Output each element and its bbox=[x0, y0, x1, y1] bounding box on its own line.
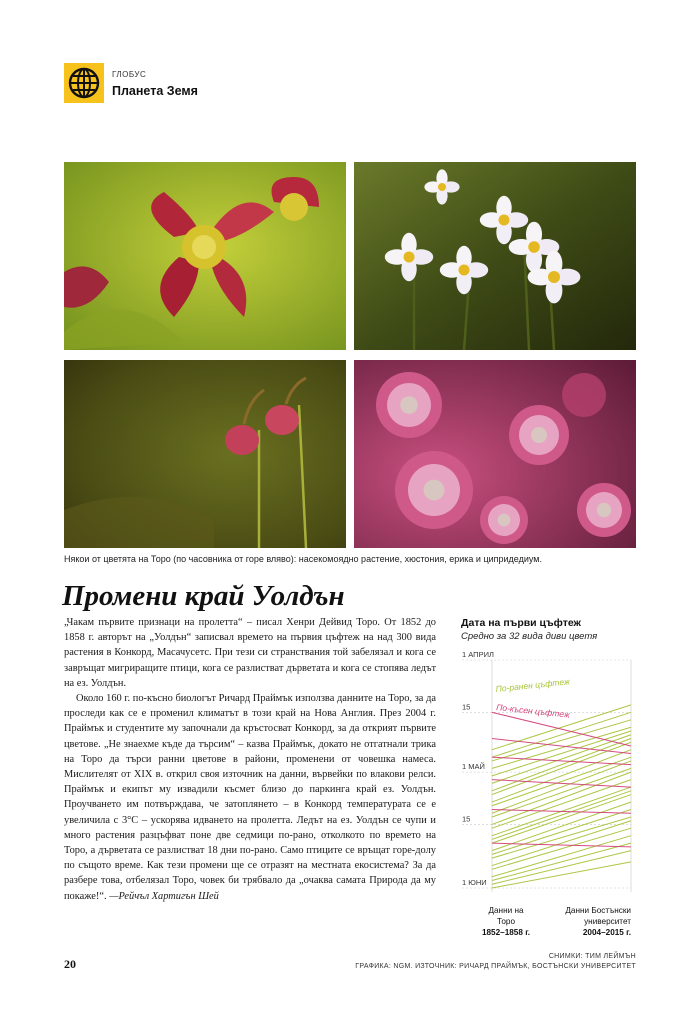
x-tick-label: 2004–2015 г. bbox=[582, 928, 631, 937]
series-line-later bbox=[492, 810, 631, 814]
x-tick-label: 1852–1858 г. bbox=[481, 928, 531, 937]
series-line-earlier bbox=[492, 817, 631, 858]
series-line-earlier bbox=[492, 851, 631, 885]
page-number: 20 bbox=[64, 957, 76, 971]
annotation-later: По-късен цъфтеж bbox=[495, 702, 571, 720]
y-tick-label: 1 ЮНИ bbox=[462, 878, 487, 887]
photo-ladys-slipper bbox=[64, 360, 346, 548]
photo-credits: СНИМКИ: ТИМ ЛЕЙМЪН bbox=[548, 953, 636, 960]
chart-title: Дата на първи цъфтеж bbox=[461, 617, 582, 629]
y-tick-label: 1 АПРИЛ bbox=[462, 650, 494, 659]
photo-caption: Някои от цветята на Торо (по часовника от горе вляво): насекомоядно растение, хюстония, ерика и ципридедиум. bbox=[64, 554, 542, 564]
globe-icon bbox=[64, 63, 104, 103]
x-tick-label: Торо bbox=[496, 917, 516, 926]
article-headline: Промени край Уолдън bbox=[62, 580, 345, 612]
graphics-credits: ГРАФИКА: NGM. ИЗТОЧНИК: РИЧАРД ПРАЙМЪК, БОСТЪНСКИ УНИВЕРСИТЕТ bbox=[355, 963, 636, 970]
series-line-earlier bbox=[492, 795, 631, 844]
article-body bbox=[64, 615, 436, 904]
paragraph-2 bbox=[64, 691, 436, 904]
series-line-earlier bbox=[492, 727, 631, 768]
paragraph-1: „Чакам първите признаци на пролетта“ – писал Хенри Дейвид Торо. От 1852 до 1858 г. авторът на „Уолдън“ записвал времето на първия цъфтеж на над 300 вида растения в Конкорд, Масачусетс. При тези си странствания той забелязал и кога се завръщат мигриращите птици, кога се разлистват дърветата и кога се стопява ледът на ез. Уолдън. bbox=[64, 617, 436, 689]
paragraph-2-text: Около 160 г. по-късно биологът Ричард Праймък използва данните на Торо, за да проследи как се е променил климатът в този край на Нова Англия. През 2004 г. Праймък и студентите му започнали да кръстосват Конкорд, за да открият първите цветове. „Не знаехме къде да търсим“ – казва Праймък, докато не отгатнали трика на Торо да търси ранни цветове в райони, променени от човешка намеса. Мислителят от XIX в. открил своя източник на данни, вървейки по влакови релси. Праймък и екипът му извадили късмет близо до паркинга край ез. Уолдън. Проучването им потвърждава, че затоплянето – в Конкорд температурата се е увеличила с 3°С – ускорява идването на пролетта. Ледът на ез. Уолдън се чупи и много растения разцъфват поне две седмици по-рано, отколкото по времето на Торо, а дърветата се разлистват 18 дни по-рано. Само птиците се връщат горе-долу по същото време. Как тези промени ще се отразят на местната екосистема? За да разбере това, отбелязал Торо, човек би трябвало да „очаква самата Природа да му покаже!“. bbox=[64, 693, 436, 902]
y-tick-label: 15 bbox=[462, 702, 471, 712]
series-line-later bbox=[492, 757, 631, 764]
x-tick-label: Данни Бостънски bbox=[565, 906, 631, 915]
photo-bluets bbox=[354, 162, 636, 350]
section-title: Планета Земя bbox=[112, 84, 198, 98]
section-label: ГЛОБУС bbox=[112, 70, 147, 79]
bloom-date-chart bbox=[456, 648, 636, 948]
y-tick-label: 15 bbox=[462, 814, 471, 824]
photo-pitcher-plant bbox=[64, 162, 346, 350]
series-line-earlier bbox=[492, 836, 631, 877]
chart-subtitle: Средно за 32 вида диви цветя bbox=[461, 631, 598, 642]
x-tick-label: Данни на bbox=[488, 906, 524, 915]
x-tick-label: университет bbox=[584, 917, 631, 926]
byline: —Рейчъл Хартигън Шей bbox=[109, 890, 219, 902]
y-tick-label: 1 МАЙ bbox=[462, 762, 485, 772]
annotation-earlier: По-ранен цъфтеж bbox=[495, 676, 571, 694]
photo-pink-laurel bbox=[354, 360, 636, 548]
series-line-later bbox=[492, 843, 631, 847]
